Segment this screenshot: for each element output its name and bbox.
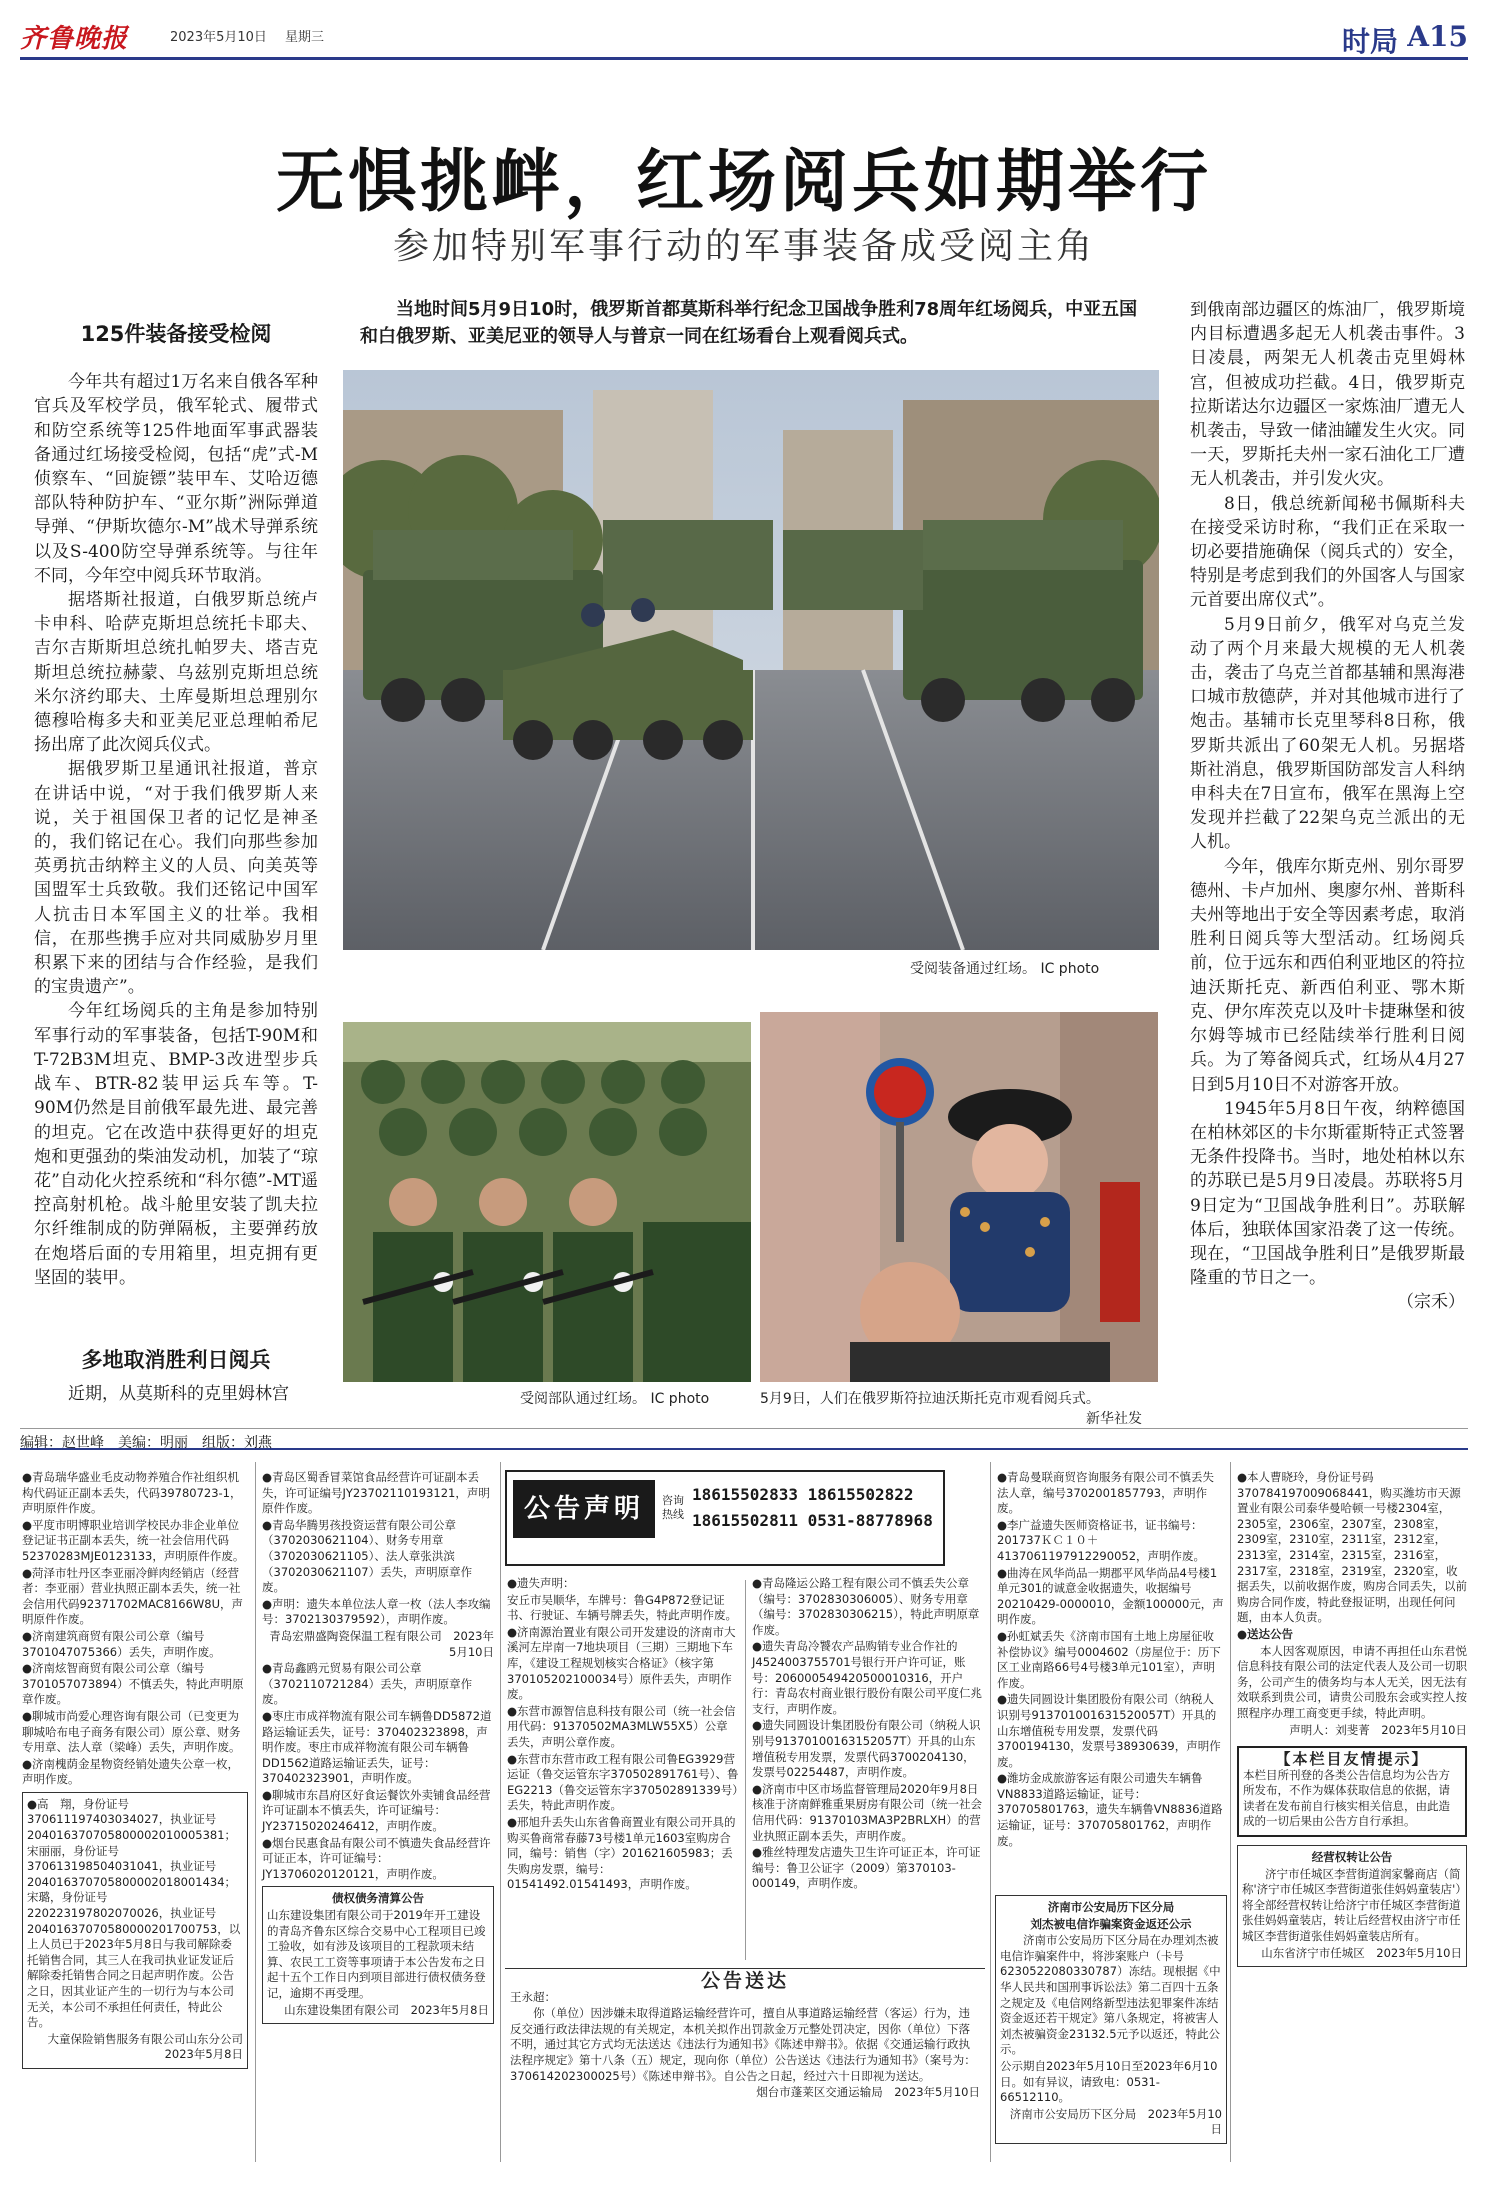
ads-column-4 [752,1576,984,1893]
police-notice [995,1895,1227,2144]
ad-item: 安丘市吴顺华，车牌号：鲁G4P872登记证书、行驶证、车辆号牌丢失，特此声明作废。 [507,1592,737,1623]
ad-item: ●济南炫智商贸有限公司公章（编号3701057073894）不慎丢失，特此声明原章作废。 [22,1661,244,1707]
friendly-notice-title: 【本栏目友情提示】 [1275,1750,1429,1769]
left-article-continued [34,1382,318,1406]
lead-paragraph: 当地时间5月9日10时，俄罗斯首都莫斯科举行纪念卫国战争胜利78周年红场阅兵，中亚五国和白俄罗斯、亚美尼亚的领导人与普京一同在红场看台上观看阅兵式。 [360,299,1138,347]
paragraph: 据俄罗斯卫星通讯社报道，普京在讲话中说，“对于我们俄罗斯人来说，关于祖国保卫者的记忆是神圣的，我们铭记在心。我们向那些参加英勇抗击纳粹主义的人员、向美英等国盟军士兵致敬。我们还铭记中国军人抗击日本军国主义的壮举。我相信，在那些携手应对共同威胁岁月里积累下来的团结与合作经验，是我们的宝贵遗产”。 [34,759,318,998]
ad-item: ●青岛隆运公路工程有限公司不慎丢失公章（编号：3702830306005）、财务专用章（编号：3702830306215），特此声明原章作废。 [752,1576,980,1637]
page-credits: 编辑：赵世峰 美编：明丽 组版：刘燕 [20,1428,1468,1450]
ad-item: ●青岛鑫鸥元贸易有限公司公章（3702110721284）丢失，声明原章作废。 [262,1661,473,1707]
hotline-numbers [692,1482,933,1534]
police-notice-tail: 公示期自2023年5月10日至2023年6月10日。如有异议，请致电：0531-66512110。 [1000,2058,1218,2105]
paragraph: 据塔斯社报道，白俄罗斯总统卢卡申科、哈萨克斯坦总统托卡耶夫、吉尔吉斯斯坦总统扎帕罗夫、塔吉克斯坦总统拉赫蒙、乌兹别克斯坦总统米尔济约耶夫、土库曼斯坦总理别尔德穆哈梅多夫和亚美尼亚总理帕希尼扬出席了此次阅兵仪式。 [34,590,318,756]
ad-item: ●聊城市尚爱心理咨询有限公司（已变更为聊城哈布电子商务有限公司）原公章、财务专用章、法人章（梁峰）丢失，声明作废。 [22,1708,241,1755]
notice-title: 公告声明 [513,1480,655,1538]
ad-item: 本人因客观原因，申请不再担任山东君悦信息科技有限公司的法定代表人及公司一切职务，公司产生的债务均与本人无关，因无法有效联系到贵公司，请贵公司股东会或实控人按照程序办理工商变更手续，特此声明。 [1237,1643,1467,1720]
friendly-notice-text: 本栏目所刊登的各类公告信息均为公告方所发布，不作为媒体获取信息的依据，请读者在发布前自行核实相关信息，由此造成的一切后果由公告方自行承担。 [1243,1767,1450,1829]
ads-column-1 [22,1470,255,2069]
police-notice-signature: 济南市公安局历下区分局 2023年5月10日 [1009,2106,1222,2137]
ad-item: ●遗失青岛冷饕农产品购销专业合作社的J4524003755701号银行开户许可证，账号：206000549420500010316，开户行：青岛农村商业银行股份有限公司平度仁兆支行，声明作废。 [752,1639,982,1716]
police-notice-body: 济南市公安局历下区分局在办理刘杰被电信诈骗案件中，将涉案账户（卡号6230522080330787）冻结。现根据《中华人民共和国刑事诉讼法》第二百四十五条之规定及《电信网络新型违法犯罪案件冻结资金返还若干规定》第八条规定，将被害人刘杰被骗资金23132.5元予以返还，特此公示。 [1000,1933,1221,2057]
hotline-label: 咨询热线 [662,1494,684,1521]
ad-item: ●邢旭升丢失山东省鲁商置业有限公司开具的购买鲁商常春藤73号楼1单元1603室购房合同，编号：销售（字）201621605983；丢失购房发票，编号：01541492.01541493，声明作废。 [507,1814,736,1892]
ad-item-title: ●送达公告 [1237,1626,1294,1641]
ad-box-title: 债权债务清算公告 [332,1891,424,1906]
ad-item: ●青岛曼联商贸咨询服务有限公司不慎丢失法人章，编号3702001857793，声明作废。 [997,1470,1215,1516]
ad-item: ●济南建筑商贸有限公司公章（编号3701047075366）丢失，声明作废。 [22,1628,221,1659]
paragraph: 1945年5月8日午夜，纳粹德国在柏林郊区的卡尔斯霍斯特正式签署无条件投降书。当时，地处柏林以东的苏联已是5月9日凌晨。苏联将5月9日定为“卫国战争胜利日”。苏联解体后，独联体国家沿袭了这一传统。现在，“卫国战争胜利日”是俄罗斯最隆重的节日之一。 [1190,1098,1465,1289]
caption-child-photo: 5月9日，人们在俄罗斯符拉迪沃斯托克市观看阅兵式。 [760,1391,1100,1407]
paragraph: 今年，俄库尔斯克州、别尔哥罗德州、卡卢加州、奥廖尔州、普斯科夫州等地出于安全等因素考虑，取消胜利日阅兵等大型活动。红场阅兵前，位于远东和西伯利亚地区的符拉迪沃斯托克、新西伯利亚、鄂木斯克、伊尔库茨克以及叶卡捷琳堡和彼尔姆等城市已经陆续举行胜利日阅兵。为了筹备阅兵式，红场从4月27日到5月10日不对游客开放。 [1190,856,1465,1095]
hotline-number-row: 18615502833 18615502822 [692,1485,914,1504]
ad-item: ●东营市源智信息科技有限公司（统一社会信用代码：91370502MA3MLW55X5）公章丢失，声明公章作废。 [507,1703,736,1749]
paragraph: 近期，从莫斯科的克里姆林宫 [68,1384,289,1404]
ad-item: ●聊城市东昌府区好食运餐饮外卖铺食品经营许可证副本不慎丢失，许可证编号：JY23715020246412，声明作废。 [262,1787,491,1834]
author-signature: （宗禾） [1397,1292,1465,1313]
issue-weekday: 星期三 [285,30,325,45]
section-heading-equipment: 125件装备接受检阅 [80,322,272,346]
friendly-notice-box [1237,1746,1467,1837]
ad-item: ●青岛华腾男孩投资运营有限公司公章（3702030621104）、财务专用章（3702030621105）、法人章张洪滨（3702030621107）丢失，声明原章作废。 [262,1517,473,1595]
ad-item: ●遗失同圆设计集团股份有限公司（纳税人识别号913701001631520057T）开具的山东增值税专用发票，发票代码3700194130，发票号38930639，声明作废。 [997,1692,1221,1769]
ad-item: ●济南市中区市场监督管理局2020年9月8日核准于济南鲜雅重果厨房有限公司（统一社会信用代码：91370103MA3P2BRLXH）的营业执照正副本丢失，声明作废。 [752,1781,982,1843]
transfer-notice-signature: 山东省济宁市任城区 2023年5月10日 [1261,1945,1462,1960]
ad-item: ●李广益遗失医师资格证书，证书编号：201737ＫＣ１０＋4137061197912290052，声明作废。 [997,1517,1206,1563]
section-heading-cancellations: 多地取消胜利日阅兵 [81,1348,271,1372]
ads-column-5 [997,1470,1225,1850]
hotline-number-row: 18615502811 0531-88778968 [692,1511,933,1530]
ad-item: ●遗失同圆设计集团股份有限公司（纳税人识别号91370100163152057T）开具的山东增值税专用发票，发票代码3700204130，发票号02254487，声明作废。 [752,1718,981,1780]
subheadline: 参加特别军事行动的军事装备成受阅主角 [392,226,1095,267]
ad-item: ●菏泽市牡丹区李亚丽冷鲜肉经销店（经营者：李亚丽）营业执照正副本丢失，统一社会信用代码92371702MAC8166W8U，声明原件作废。 [22,1565,244,1627]
photo-child-spectator [760,1012,1158,1382]
transfer-notice-body: 济宁市任城区李营街道润家馨商店（简称'济宁市任城区李营街道张佳妈妈童装店'）将全部经营权转让给济宁市任城区李营街道张佳妈妈童装店，转让后经营权由济宁市任城区李营街道张佳妈妈童装店所有。 [1242,1866,1462,1944]
ad-item: ●枣庄市成祥物流有限公司车辆鲁DD5872道路运输证丢失，证号：370402323898，声明作废。枣庄市成祥物流有限公司车辆鲁DD1562道路运输证丢失，证号：370402323901，声明作废。 [262,1708,492,1786]
ad-signature: 山东建设集团有限公司 2023年5月8日 [284,2002,489,2017]
paragraph: 8日，俄总统新闻秘书佩斯科夫在接受采访时称，“我们正在采取一切必要措施确保（阅兵式的）安全，特别是考虑到我们的外国客人与国家元首要出席仪式”。 [1190,493,1465,611]
left-article-column [34,322,318,1290]
ad-item: ●雅丝特理发店遗失卫生许可证正本，许可证编号：鲁卫公证字（2009）第370103-000149，声明作废。 [752,1845,981,1891]
photo-soldiers-marching [343,1022,751,1382]
right-article-column [1190,298,1465,1315]
ad-item: ●青岛区蜀香冒菜馆食品经营许可证副本丢失，许可证编号JY23702110193121，声明原件作废。 [262,1470,490,1516]
newspaper-logo: 齐鲁晚报 [20,24,129,54]
ad-signature: 声明人：刘斐菁 2023年5月10日 [1289,1722,1467,1737]
ad-item: ●孙虹斌丢失《济南市国有土地上房屋征收补偿协议》编号0004602（房屋位于：历下区工业南路66号4号楼3单元101室），声明作废。 [997,1628,1221,1690]
ads-column-2 [262,1470,494,2024]
caption-child-credit: 新华社发 [1086,1411,1142,1427]
main-photo-parade-equipment [343,370,1159,950]
section-name: 时局 [1341,25,1398,58]
paragraph: 5月9日前夕，俄军对乌克兰发动了两个月来最大规模的无人机袭击，袭击了乌克兰首都基辅和黑海港口城市敖德萨，并对其他城市进行了炮击。基辅市长克里琴科8日称，俄罗斯共派出了60架无人机。另据塔斯社消息，俄罗斯国防部发言人科纳申科夫在7日宣布，俄军在黑海上空发现并拦截了22架乌克兰派出的无人机。 [1190,614,1465,853]
service-notice-recipient: 王永超： [510,1989,556,2004]
ad-item: ●声明：遗失本单位法人章一枚（法人李攻编号：3702130379592），声明作废。 [262,1596,491,1627]
ad-item: ●平度市明博职业培训学校民办非企业单位登记证书正副本丢失，统一社会信用代码52370283MJE0123133，声明原件作废。 [22,1517,245,1563]
ad-item: ●济南源治置业有限公司开发建设的济南市大溪河左岸南一7地块项目（三期）三期地下车库，《建设工程规划核实合格证》（核字第370105202100034号）原件丢失，声明作废。 [507,1624,736,1702]
ad-item: 山东建设集团有限公司于2019年开工建设的青岛齐鲁东区综合交易中心工程项目已竣工验收，如有涉及该项目的工程款项未结算、农民工工资等事项请于本公告发布之日起十五个工作日内到项目部进行债权债务登记，逾期不再受理。 [267,1908,486,2000]
ad-signature: 大童保险销售服务有限公司山东分公司 2023年5月8日 [47,2031,255,2062]
service-notice-title: 公告送达 [700,1970,789,1992]
service-notice-signature: 烟台市蓬莱区交通运输局 2023年5月10日 [756,2085,980,2100]
service-notice [510,1970,980,2102]
ad-item: ●潍坊金成旅游客运有限公司遗失车辆鲁VN8833道路运输证，证号：370705801763，遗失车辆鲁VN8836道路运输证，证号：370705801762，声明作废。 [997,1771,1223,1848]
ad-item: ●高 翔，身份证号370611197403034027，执业证号204016370705800002010005381；宋丽丽，身份证号370613198504031041，执业证号204016370705800002018001434；宋璐，身份证号220223197802070026，执业证号20401637070580000201700753，以上人员已于2023年5月8日与我司解除委托销售合同，其三人在我司执业证发证后解除委托销售合同之日起声明作废。公告之日，因其业证产生的一切行为与本公司无关，本公司不承担任何责任，特此公告。 [27,1796,241,2030]
notice-header-box [505,1470,945,1566]
ad-item: ●济南槐荫金星物资经销处遗失公章一枚，声明作废。 [22,1756,240,1787]
issue-date: 2023年5月10日 [170,30,267,45]
paragraph: 到俄南部边疆区的炼油厂，俄罗斯境内目标遭遇多起无人机袭击事件。3日凌晨，两架无人机袭击克里姆林宫，但被成功拦截。4日，俄罗斯克拉斯诺达尔边疆区一家炼油厂遭无人机袭击，导致一储油罐发生火灾。同一天，罗斯托夫州一家石油化工厂遭无人机袭击，并引发火灾。 [1190,300,1465,490]
ad-item: ●东营市东营市政工程有限公司鲁EG3929营运证（鲁交运管东字370502891761号）、鲁EG2213（鲁交运管东字370502891339号）丢失，特此声明作废。 [507,1751,739,1813]
police-notice-title: 济南市公安局历下区分局 [1047,1900,1175,1914]
ad-item: ●烟台民惠食品有限公司不慎遗失食品经营许可证正本，许可证编号：JY13706020120121，声明作废。 [262,1835,491,1881]
caption-soldiers-photo: 受阅部队通过红场。 IC photo [520,1391,710,1407]
police-notice-subtitle: 刘杰被电信诈骗案资金返还公示 [1030,1916,1192,1931]
ad-item: ●青岛瑞华盛业毛皮动物养殖合作社组织机构代码证正副本丢失，代码39780723-1，声明原件作废。 [22,1470,242,1516]
transfer-notice [1237,1845,1467,1967]
caption-main-photo: 受阅装备通过红场。 IC photo [910,961,1100,977]
ad-item: ●遗失声明： [507,1576,575,1590]
ad-item: ●曲涛在风华尚品一期郡平风华尚品4号楼1单元301的诚意金收据遗失，收据编号20210429-0000010，金额100000元，声明作废。 [997,1565,1224,1627]
ad-signature: 青岛宏鼎盛陶瓷保温工程有限公司 2023年5月10日 [269,1628,494,1659]
page-number: A15 [1407,20,1468,53]
paragraph: 今年红场阅兵的主角是参加特别军事行动的军事装备，包括T-90M和T-72B3M坦克、BMP-3改进型步兵战车、BTR-82装甲运兵车等。T-90M仍然是目前俄军最先进、最完善的坦克。它在改造中获得更好的坦克炮和更强劲的柴油发动机，加装了“琼花”自动化火控系统和“科尔德”-MT遥控高射机枪。战斗舱里安装了凯夫拉尔纤维制成的防弹隔板，主要弹药放在炮塔后面的专用箱里，坦克拥有更坚固的装甲。 [34,1001,318,1288]
headline: 无惧挑衅，红场阅兵如期举行 [275,142,1212,222]
transfer-notice-title: 经营权转让公告 [1311,1850,1393,1865]
ads-column-6 [1237,1470,1467,1967]
paragraph: 今年共有超过1万名来自俄各军种官兵及军校学员，俄军轮式、履带式和防空系统等125件地面军事武器装备通过红场接受检阅，包括“虎”式-M侦察车、“回旋镖”装甲车、艾哈迈德部队特种防护车、“亚尔斯”洲际弹道导弹、“伊斯坎德尔-M”战术导弹系统以及S-400防空导弹系统等。与往年不同，今年空中阅兵环节取消。 [34,372,318,586]
masthead [20,14,1468,60]
ad-item: ●本人曹晓玲，身份证号码370784197009068441，购买潍坊市天源置业有限公司泰华曼哈顿一号楼2304室，2305室，2306室，2307室，2308室，2309室，2310室，2311室，2312室，2313室，2314室，2315室，2316室，2317室，2318室，2319室，2320室，收据丢失，以前收据作废，购房合同丢失，以前购房合同作废，特此登报证明，出现任何问题，由本人负责。 [1237,1470,1467,1625]
ads-column-3 [507,1576,739,1894]
service-notice-body: 你（单位）因涉嫌未取得道路运输经营许可，擅自从事道路运输经营（客运）行为，违反交通行政法律法规的有关规定，本机关拟作出罚款金万元整处罚决定，因你（单位）下落不明，通过其它方式均无法送达《违法行为通知书》《陈述申辩书》。依据《交通运输行政执法程序规定》第十八条（五）规定，现向你（单位）公告送达《违法行为通知书》（案号为：370614202300025号）《陈述申辩书》。自公告之日起，经过六十日即视为送达。 [510,2006,976,2083]
